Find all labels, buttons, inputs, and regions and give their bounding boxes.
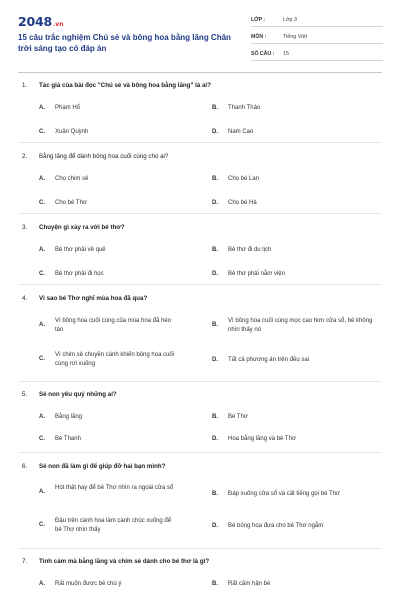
option-b[interactable] [212,413,378,422]
option-d[interactable] [212,435,378,444]
question-number: 4. [22,295,28,302]
document-title: 15 câu trắc nghiệm Chú sẻ và bông hoa bằng lăng Chân trời sáng tạo có đáp án [18,33,231,53]
option-text: Xuân Quỳnh [55,129,89,135]
question-head [22,558,382,565]
option-text: Nam Cao [228,129,254,135]
meta-label: SỐ CÂU : [251,51,275,57]
logo-domain: .vn [53,21,64,28]
option-text: Cho bé Hà [228,200,257,206]
option-text: Hót thật hay để bé Thơ nhìn ra ngoài cửa sổ [55,485,174,491]
option-a[interactable] [39,175,175,184]
option-letter: B. [212,247,218,253]
option-text: Đáp xuống cửa sổ và cất tiếng gọi bé Thơ [228,491,340,497]
option-letter: C. [39,271,45,277]
option-b[interactable] [212,490,378,499]
option-text: Bằng lăng [55,414,83,420]
option-letter: C. [39,436,45,442]
option-text: Đậu trên cành hoa làm cành chúc xuống để bé Thơ nhìn thấy [55,518,172,533]
option-letter: C. [39,200,45,206]
option-b[interactable] [212,175,378,184]
option-text: Thanh Thảo [228,105,261,111]
meta-value: Tiếng Việt [283,34,307,40]
question-separator [18,381,382,382]
option-letter: A. [39,581,45,587]
question-separator [18,548,382,549]
option-a[interactable] [39,484,175,497]
option-letter: D. [212,436,218,442]
option-text: Bé bỏng hoa đưa cho bé Thơ ngắm [228,523,324,529]
option-letter: A. [39,247,45,253]
option-text: Vì chim sẻ chuyền cành khiến bông hoa cuối cùng rơi xuống [55,352,175,367]
question-head [22,153,382,160]
question-number: 2. [22,153,28,160]
option-a[interactable] [39,413,175,422]
option-b[interactable] [212,104,378,113]
question-number: 5. [22,391,28,398]
question-separator [18,452,382,453]
question-number: 3. [22,224,28,231]
option-text: Vì bông hoa cuối cùng của mùa hoa đã héo tàn [55,318,172,333]
option-d[interactable] [212,199,378,208]
option-a[interactable] [39,246,175,255]
option-letter: D. [212,357,218,363]
question-separator [18,284,382,285]
option-text: Bé thơ phải đi học [55,271,104,277]
question-text: Bằng lăng để dành bông hoa cuối cùng cho ai? [39,153,169,160]
option-letter: D. [212,523,218,529]
option-d[interactable] [212,522,378,531]
option-letter: B. [212,414,218,420]
option-letter: C. [39,522,45,528]
option-text: Phạm Hổ [55,105,81,111]
meta-value: Lớp 3 [283,17,298,23]
question-text: Tác giả của bài đọc "Chú sẻ và bông hoa bằng lăng" là ai? [39,82,211,89]
option-text: Cho bé Lan [228,176,260,182]
question-text: Vì sao bé Thơ nghĩ mùa hoa đã qua? [39,295,148,302]
option-text: Bé thơ phải về quê [55,247,106,253]
option-letter: D. [212,271,218,277]
option-a[interactable] [39,104,175,113]
option-text: Bé thơ phải nằm viện [228,271,285,277]
option-c[interactable] [39,199,175,208]
option-text: Rất căm hận bé [228,581,271,587]
question-separator [18,142,382,143]
option-c[interactable] [39,128,175,137]
logo-text: 2048 [18,14,52,29]
meta-value: 15 [283,51,289,57]
option-text: Hoa bằng lăng và bé Thơ [228,436,296,442]
option-c[interactable] [39,351,175,369]
question-text: Sẻ non yêu quý những ai? [39,391,117,398]
question-head [22,82,382,89]
question-text: Sẻ non đã làm gì để giúp đỡ hai bạn mình? [39,463,166,470]
meta-label: LỚP : [251,17,266,23]
option-letter: D. [212,129,218,135]
option-b[interactable] [212,580,378,589]
question-head [22,391,382,398]
question-number: 1. [22,82,28,89]
option-letter: B. [212,581,218,587]
option-a[interactable] [39,317,175,335]
option-b[interactable] [212,246,378,255]
option-text: Bé Thơ [228,414,248,420]
option-b[interactable] [212,317,378,335]
option-letter: C. [39,356,45,362]
option-letter: A. [39,176,45,182]
option-text: Cho chim sẻ [55,176,89,182]
option-a[interactable] [39,580,175,589]
question-number: 6. [22,463,28,470]
option-text: Tất cả phương án trên đều sai [228,357,309,363]
option-letter: A. [39,322,45,328]
option-letter: A. [39,489,45,495]
option-text: Vì bông hoa cuối cùng mọc cao hơn cửa sổ, bé không nhìn thấy nó [228,318,373,333]
option-letter: D. [212,200,218,206]
option-text: Bé thơ đi du lịch [228,247,272,253]
option-d[interactable] [212,356,378,365]
question-head [22,463,382,470]
option-d[interactable] [212,128,378,137]
option-c[interactable] [39,435,175,444]
option-text: Cho bé Thơ [55,200,87,206]
option-letter: A. [39,105,45,111]
question-text: Chuyện gì xảy ra với bé thơ? [39,224,125,231]
question-separator [18,213,382,214]
option-d[interactable] [212,270,378,279]
question-head [22,224,382,231]
option-text: Bé Thanh [55,436,81,442]
option-letter: B. [212,491,218,497]
option-letter: B. [212,176,218,182]
option-c[interactable] [39,517,175,535]
question-number: 7. [22,558,28,565]
option-letter: A. [39,414,45,420]
option-c[interactable] [39,270,175,279]
meta-label: MÔN : [251,34,267,40]
question-text: Tình cảm mà bằng lăng và chim sẻ dành cho bé thơ là gì? [39,558,210,565]
option-text: Rất muốn được bé chú ý [55,581,122,587]
option-letter: B. [212,322,218,328]
question-head [22,295,382,302]
option-letter: C. [39,129,45,135]
option-letter: B. [212,105,218,111]
